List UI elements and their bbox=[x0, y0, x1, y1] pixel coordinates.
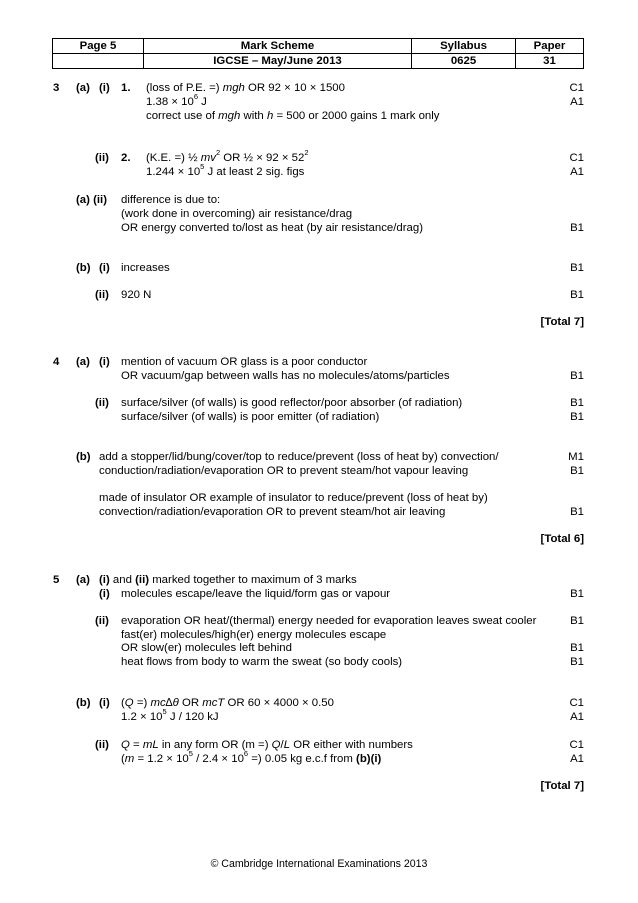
mark: B1 bbox=[570, 656, 584, 668]
answer-line: surface/silver (of walls) is poor emitter (of radiation) bbox=[121, 411, 380, 423]
mark: B1 bbox=[570, 222, 584, 234]
answer-line: Q = mL in any form OR (m =) Q/L OR either with numbers bbox=[121, 739, 413, 751]
question-total: [Total 6] bbox=[540, 533, 584, 545]
part-label: (a) bbox=[76, 82, 90, 94]
answer-line: add a stopper/lid/bung/cover/top to reduce/prevent (loss of heat by) convection/ bbox=[99, 451, 499, 463]
answer-line: 920 N bbox=[121, 289, 152, 301]
subpart-label: (ii) bbox=[95, 152, 109, 164]
subpart-label: (ii) bbox=[95, 615, 109, 627]
paper-label: Paper bbox=[516, 39, 584, 54]
answer-line: conduction/radiation/evaporation OR to prevent steam/hot vapour leaving bbox=[99, 465, 469, 477]
question-number: 4 bbox=[53, 356, 60, 368]
doc-title: Mark Scheme bbox=[144, 39, 412, 54]
mark: M1 bbox=[568, 451, 584, 463]
answer-line: molecules escape/leave the liquid/form gas or vapour bbox=[121, 588, 391, 600]
mark: B1 bbox=[570, 588, 584, 600]
answer-line: OR slow(er) molecules left behind bbox=[121, 642, 292, 654]
question-total: [Total 7] bbox=[540, 780, 584, 792]
answer-line: (work done in overcoming) air resistance/drag bbox=[121, 208, 353, 220]
syllabus-label: Syllabus bbox=[412, 39, 516, 54]
answer-line: mention of vacuum OR glass is a poor conductor bbox=[121, 356, 368, 368]
subpart-label: (i) bbox=[99, 697, 110, 709]
mark: A1 bbox=[570, 166, 584, 178]
mark: B1 bbox=[570, 262, 584, 274]
subpart-label: (i) bbox=[99, 356, 110, 368]
header-table bbox=[52, 38, 584, 69]
answer-line: ($m = 1.2 \times 10^5 / 2.4 \times 10^6$ =) 0.05 kg e.c.f from (b)(i) bbox=[121, 749, 382, 765]
answer-line: fast(er) molecules/high(er) energy molecules escape bbox=[121, 629, 387, 641]
mark: A1 bbox=[570, 96, 584, 108]
mark: C1 bbox=[569, 152, 584, 164]
answer-line: (Q =) mc∆θ OR mcT OR 60 × 4000 × 0.50 bbox=[121, 697, 334, 709]
mark: B1 bbox=[570, 465, 584, 477]
answer-line: (K.E. =) ½ $mv^2$ OR ½ × $92 \times 52^2$ bbox=[146, 148, 309, 164]
mark: B1 bbox=[570, 397, 584, 409]
answer-line: convection/radiation/evaporation OR to prevent steam/hot air leaving bbox=[99, 506, 446, 518]
answer-line: $1.244 \times 10^5$ J at least 2 sig. figs bbox=[146, 162, 305, 178]
copyright-footer: © Cambridge International Examinations 2013 bbox=[210, 858, 428, 870]
part-label: (a) (ii) bbox=[76, 194, 108, 206]
mark: B1 bbox=[570, 642, 584, 654]
subpart-label: (ii) bbox=[95, 397, 109, 409]
subpart-label: (ii) bbox=[95, 739, 109, 751]
part-label: (b) bbox=[76, 451, 91, 463]
answer-line: difference is due to: bbox=[121, 194, 221, 206]
mark: A1 bbox=[570, 753, 584, 765]
question-number: 5 bbox=[53, 574, 60, 586]
answer-line: surface/silver (of walls) is good reflector/poor absorber (of radiation) bbox=[121, 397, 463, 409]
answer-line: $1.38 \times 10^6$ J bbox=[146, 92, 207, 108]
part-label: (b) bbox=[76, 262, 91, 274]
part-label: (a) bbox=[76, 574, 90, 586]
answer-line: OR vacuum/gap between walls has no molecules/atoms/particles bbox=[121, 370, 450, 382]
mark: B1 bbox=[570, 506, 584, 518]
part-label: (b) bbox=[76, 697, 91, 709]
mark: C1 bbox=[569, 82, 584, 94]
answer-line: OR energy converted to/lost as heat (by air resistance/drag) bbox=[121, 222, 423, 234]
mark: B1 bbox=[570, 615, 584, 627]
mark: C1 bbox=[569, 697, 584, 709]
mark: B1 bbox=[570, 411, 584, 423]
part-label: (a) bbox=[76, 356, 90, 368]
answer-line: (loss of P.E. =) mgh OR 92 × 10 × 1500 bbox=[146, 82, 345, 94]
item-number: 2. bbox=[121, 152, 131, 164]
subpart-label: (i) bbox=[99, 82, 110, 94]
answer-line: made of insulator OR example of insulator to reduce/prevent (loss of heat by) bbox=[99, 492, 488, 504]
mark: C1 bbox=[569, 739, 584, 751]
subpart-label: (i) bbox=[99, 262, 110, 274]
question-total: [Total 7] bbox=[540, 316, 584, 328]
answer-line: increases bbox=[121, 262, 170, 274]
mark: A1 bbox=[570, 711, 584, 723]
item-number: 1. bbox=[121, 82, 131, 94]
exam-session: IGCSE – May/June 2013 bbox=[144, 54, 412, 69]
answer-note: correct use of mgh with h = 500 or 2000 gains 1 mark only bbox=[146, 110, 440, 122]
answer-line: heat flows from body to warm the sweat (so body cools) bbox=[121, 656, 403, 668]
mark: B1 bbox=[570, 289, 584, 301]
question-number: 3 bbox=[53, 82, 60, 94]
subpart-label: (ii) bbox=[95, 289, 109, 301]
mark: B1 bbox=[570, 370, 584, 382]
syllabus-code: 0625 bbox=[412, 54, 516, 69]
marking-note: (i) and (ii) marked together to maximum of 3 marks bbox=[99, 574, 357, 586]
paper-number: 31 bbox=[516, 54, 584, 69]
page-number: Page 5 bbox=[53, 39, 144, 54]
subpart-label: (i) bbox=[99, 588, 110, 600]
header-blank bbox=[53, 54, 144, 69]
answer-line: $1.2 \times 10^5$ J / 120 kJ bbox=[121, 707, 219, 723]
answer-line: evaporation OR heat/(thermal) energy needed for evaporation leaves sweat cooler bbox=[121, 615, 537, 627]
